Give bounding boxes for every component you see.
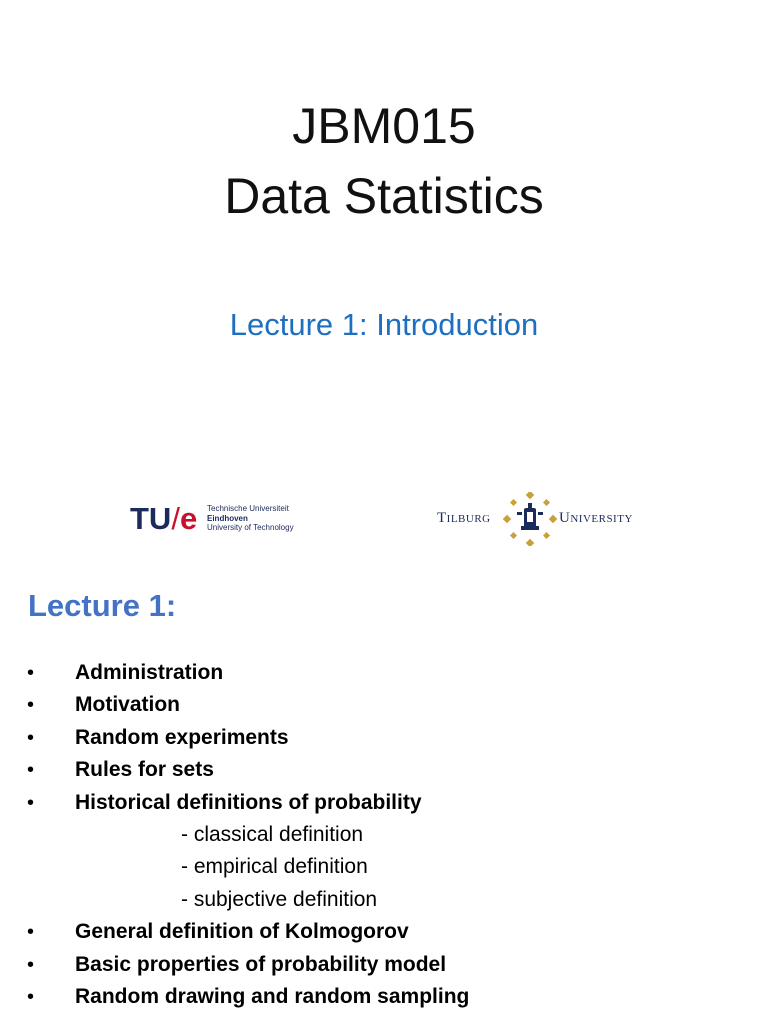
list-item-label: Rules for sets xyxy=(75,758,214,782)
bullet: • xyxy=(27,791,35,814)
tue-mark-e: e xyxy=(179,501,198,536)
tue-logo-line2: Eindhoven xyxy=(207,513,248,523)
slide-title-line2: Data Statistics xyxy=(224,168,544,224)
sub-list-item-label: - empirical definition xyxy=(181,855,368,879)
list-item-label: General definition of Kolmogorov xyxy=(75,920,409,944)
tue-logo-line1: Technische Universiteit xyxy=(207,504,289,513)
agenda-list xyxy=(0,657,768,1013)
bullet: • xyxy=(27,985,35,1008)
list-item-label: Motivation xyxy=(75,693,180,717)
tue-mark-slash: / xyxy=(171,501,180,536)
sub-list-item xyxy=(0,819,768,851)
tue-logo-text xyxy=(207,504,294,533)
section-heading: Lecture 1: xyxy=(28,588,177,623)
tue-logo-mark xyxy=(130,502,197,536)
bullet: • xyxy=(27,921,35,944)
tilburg-crest-icon xyxy=(503,492,557,546)
tue-mark-tu: TU xyxy=(130,501,172,536)
tue-logo-line3: University of Technology xyxy=(207,523,294,532)
bullet: • xyxy=(27,953,35,976)
slide-title-line1: JBM015 xyxy=(292,98,476,154)
list-item-label: Administration xyxy=(75,661,224,684)
list-item xyxy=(0,722,768,754)
list-item xyxy=(0,949,768,981)
bullet: • xyxy=(27,694,35,717)
tilburg-logo-word1: Tilburg xyxy=(437,510,491,526)
list-item xyxy=(0,689,768,721)
bullet: • xyxy=(27,662,35,684)
tilburg-logo-word2: University xyxy=(559,510,633,526)
list-item xyxy=(0,657,768,689)
list-item xyxy=(0,754,768,786)
list-item-label: Historical definitions of probability xyxy=(75,790,422,814)
tilburg-logo xyxy=(437,492,647,546)
slide-subtitle: Lecture 1: Introduction xyxy=(229,307,539,342)
bullet: • xyxy=(27,759,35,782)
list-item-label: Random experiments xyxy=(75,725,289,749)
list-item-label: Basic properties of probability model xyxy=(75,952,447,976)
list-item xyxy=(0,916,768,948)
sub-list-item-label: - classical definition xyxy=(181,822,364,846)
list-item xyxy=(0,787,768,819)
sub-list-item xyxy=(0,851,768,883)
bullet: • xyxy=(27,726,35,749)
list-item xyxy=(0,981,768,1013)
list-item-label: Random drawing and random sampling xyxy=(75,984,470,1008)
sub-list-item-label: - subjective definition xyxy=(181,887,378,911)
sub-list-item xyxy=(0,884,768,916)
